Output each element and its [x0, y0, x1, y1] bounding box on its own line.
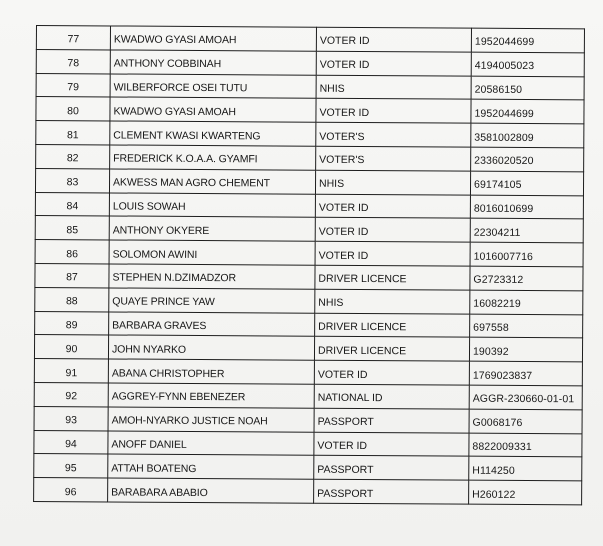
table-row	[34, 430, 582, 457]
id-number: 1016007716	[470, 242, 583, 266]
id-type: NHIS	[315, 170, 470, 195]
id-number: 22304211	[470, 219, 583, 243]
row-number: 95	[34, 454, 108, 478]
table-row	[34, 454, 582, 481]
row-number: 92	[34, 382, 108, 406]
id-number: 1952044699	[471, 100, 584, 124]
id-type: NATIONAL ID	[314, 384, 469, 409]
id-number: 2336020520	[471, 147, 584, 171]
holder-name: ABANA CHRISTOPHER	[108, 359, 314, 384]
id-type: VOTER'S	[316, 122, 471, 147]
row-number: 96	[34, 478, 108, 502]
id-number: 3581002809	[471, 123, 584, 147]
row-number: 79	[36, 73, 110, 97]
id-number: AGGR-230660-01-01	[469, 385, 582, 409]
holder-name: KWADWO GYASI AMOAH	[110, 26, 316, 51]
table-row	[36, 97, 584, 124]
holder-name: AGGREY-FYNN EBENEZER	[108, 383, 314, 408]
id-number: 1769023837	[469, 361, 582, 385]
table-row	[35, 240, 583, 267]
id-type: VOTER ID	[316, 99, 471, 124]
row-number: 78	[36, 49, 110, 73]
table-row	[36, 26, 584, 53]
id-type: VOTER ID	[314, 360, 469, 385]
table-row	[34, 478, 582, 505]
row-number: 93	[34, 406, 108, 430]
holder-name: QUAYE PRINCE YAW	[109, 288, 315, 313]
id-number: 190392	[469, 338, 582, 362]
table-row	[36, 121, 584, 148]
id-number: 16082219	[470, 290, 583, 314]
holder-name: BARABARA ABABIO	[108, 478, 314, 503]
row-number: 84	[35, 192, 109, 216]
table-row	[34, 335, 582, 362]
id-type: PASSPORT	[314, 479, 469, 504]
id-number: 8016010699	[470, 195, 583, 219]
table-row	[34, 406, 582, 433]
holder-name: ANTHONY OKYERE	[109, 216, 315, 241]
id-number: G0068176	[469, 409, 582, 433]
id-type: VOTER'S	[316, 146, 471, 171]
id-type: VOTER ID	[314, 432, 469, 457]
row-number: 88	[35, 287, 109, 311]
id-type: PASSPORT	[314, 408, 469, 433]
holder-name: AKWESS MAN AGRO CHEMENT	[109, 169, 315, 194]
holder-name: SOLOMON AWINI	[109, 240, 315, 265]
id-type: VOTER ID	[316, 51, 471, 76]
holder-name: ANOFF DANIEL	[108, 430, 314, 455]
id-type: VOTER ID	[315, 241, 470, 266]
id-number: 1952044699	[471, 28, 584, 52]
table-row	[35, 311, 583, 338]
table-row	[35, 192, 583, 219]
id-type: DRIVER LICENCE	[315, 265, 470, 290]
row-number: 83	[35, 168, 109, 192]
table-row	[36, 73, 584, 100]
id-number: H260122	[469, 480, 582, 505]
id-type: NHIS	[316, 75, 471, 100]
holder-name: FREDERICK K.O.A.A. GYAMFI	[110, 145, 316, 170]
holder-name: STEPHEN N.DZIMADZOR	[109, 264, 315, 289]
row-number: 86	[35, 240, 109, 264]
id-register-table	[33, 25, 585, 505]
row-number: 89	[35, 311, 109, 335]
holder-name: BARBARA GRAVES	[109, 312, 315, 337]
holder-name: WILBERFORCE OSEI TUTU	[110, 74, 316, 99]
row-number: 80	[36, 97, 110, 121]
id-number: 697558	[470, 314, 583, 338]
row-number: 90	[34, 335, 108, 359]
id-type: DRIVER LICENCE	[315, 313, 470, 338]
id-type: PASSPORT	[314, 456, 469, 481]
table-row	[34, 359, 582, 386]
id-type: VOTER ID	[316, 27, 471, 52]
holder-name: AMOH-NYARKO JUSTICE NOAH	[108, 407, 314, 432]
row-number: 82	[36, 144, 110, 168]
table-body	[34, 26, 585, 505]
id-number: G2723312	[470, 266, 583, 290]
table-row	[35, 168, 583, 195]
id-number: 4194005023	[471, 52, 584, 76]
row-number: 87	[35, 263, 109, 287]
row-number: 91	[34, 359, 108, 383]
table-row	[35, 216, 583, 243]
id-type: DRIVER LICENCE	[314, 337, 469, 362]
table-row	[34, 382, 582, 409]
row-number: 94	[34, 430, 108, 454]
row-number: 77	[36, 26, 110, 50]
id-type: VOTER ID	[315, 194, 470, 219]
id-number: 8822009331	[469, 433, 582, 457]
table-row	[35, 263, 583, 290]
holder-name: LOUIS SOWAH	[109, 193, 315, 218]
id-type: NHIS	[315, 289, 470, 314]
id-number: 20586150	[471, 76, 584, 100]
id-type: VOTER ID	[315, 218, 470, 243]
id-number: H114250	[469, 456, 582, 480]
id-number: 69174105	[470, 171, 583, 195]
holder-name: CLEMENT KWASI KWARTENG	[110, 121, 316, 146]
holder-name: JOHN NYARKO	[108, 335, 314, 360]
holder-name: ANTHONY COBBINAH	[110, 50, 316, 75]
holder-name: ATTAH BOATENG	[108, 454, 314, 479]
table-row	[36, 49, 584, 76]
table-row	[35, 287, 583, 314]
row-number: 85	[35, 216, 109, 240]
row-number: 81	[36, 121, 110, 145]
holder-name: KWADWO GYASI AMOAH	[110, 97, 316, 122]
table-row	[36, 144, 584, 171]
